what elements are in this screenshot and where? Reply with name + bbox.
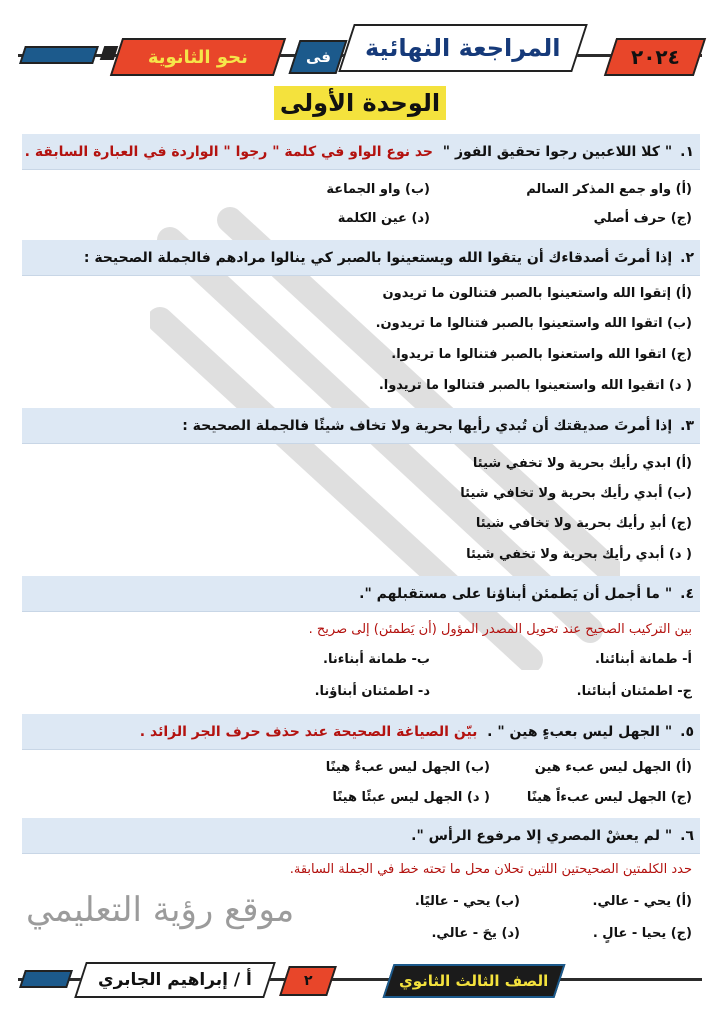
question-quote: " كلا اللاعبين رجوا تحقيق الفوز " bbox=[442, 143, 673, 160]
header-subject: نحو الثانوية bbox=[147, 46, 249, 68]
option: (ب) اتقوا الله واستعينوا بالصبر فتنالوا ما تريدون. bbox=[375, 316, 692, 331]
header-title-box bbox=[338, 24, 588, 72]
option: ( د) اتقيوا الله واستعينوا بالصبر فتنالوا ما تريدوا. bbox=[378, 378, 692, 393]
unit-title: الوحدة الأولى bbox=[274, 86, 446, 120]
option: (ب) الجهل ليس عبءٌ هينًا bbox=[325, 760, 490, 775]
question-number: ٢. bbox=[680, 249, 694, 266]
header-decoration bbox=[19, 46, 99, 64]
option: أ- طمانة أبنائنا. bbox=[594, 652, 692, 667]
option: (ب) أبدي رأيك بحرية ولا تخافي شيئا bbox=[460, 486, 692, 501]
question-quote: " الجهل ليس بعبءٍ هين " . bbox=[487, 723, 673, 740]
option: (ج) اتقوا الله واستعنوا بالصبر فتنالوا ما تريدوا. bbox=[391, 347, 692, 362]
option: ب- طمانة أبناءنا. bbox=[323, 652, 430, 667]
option: (أ) ابدي رأيك بحرية ولا تخفي شيئا bbox=[472, 456, 692, 471]
option: (أ) واو جمع المذكر السالم bbox=[526, 182, 692, 197]
page-number: ٢ bbox=[303, 973, 313, 989]
question-number: ١. bbox=[680, 143, 694, 160]
header-year-badge bbox=[604, 38, 706, 76]
question-text: إذا أمرتَ صديقتك أن تُبدي رأيها بحرية ولا تخاف شيئًا فالجملة الصحيحة : bbox=[182, 417, 673, 434]
option: (ج) أبدِ رأيك بحرية ولا تخافي شيئا bbox=[475, 516, 692, 531]
question-text: إذا أمرتَ أصدقاءك أن يتقوا الله ويستعينوا بالصبر كي ينالوا مرادهم فالجملة الصحيحة : bbox=[83, 249, 673, 266]
page-header bbox=[0, 14, 720, 68]
header-title: المراجعة النهائية bbox=[365, 34, 561, 62]
footer-page-badge bbox=[279, 966, 337, 996]
question-prompt: بيّن الصياغة الصحيحة عند حذف حرف الجر الزائد . bbox=[139, 723, 478, 740]
footer-class: الصف الثالث الثانوي bbox=[399, 972, 549, 990]
option: (أ) الجهل ليس عبء هين bbox=[534, 760, 692, 775]
option: (أ) إتقوا الله واستعينوا بالصبر فتنالون ما تريدون bbox=[382, 286, 692, 301]
page-footer bbox=[0, 960, 720, 1000]
footer-author-box bbox=[74, 962, 276, 998]
header-year: ٢٠٢٤ bbox=[630, 45, 680, 69]
option: (ج) الجهل ليس عبءاً هينًا bbox=[526, 790, 692, 805]
option: ( د) الجهل ليس عبئًا هينًا bbox=[332, 790, 490, 805]
question-number: ٣. bbox=[680, 417, 694, 434]
footer-author: أ / إبراهيم الجابري bbox=[98, 970, 252, 990]
option: (ج) يحيا - عالٍ . bbox=[592, 926, 692, 941]
option: (د) عين الكلمة bbox=[337, 211, 430, 226]
question-2 bbox=[22, 240, 700, 276]
question-text bbox=[140, 724, 672, 740]
question-1 bbox=[22, 134, 700, 170]
footer-decoration bbox=[19, 970, 73, 988]
option: (ب) واو الجماعة bbox=[326, 182, 430, 197]
question-text bbox=[25, 144, 673, 160]
question-prompt: حد نوع الواو في كلمة " رجوا " الواردة في العبارة السابقة . bbox=[24, 143, 434, 160]
footer-class-badge bbox=[382, 964, 565, 998]
question-number: ٦. bbox=[680, 827, 694, 844]
option: (أ) يحي - عالي. bbox=[592, 894, 692, 909]
question-3 bbox=[22, 408, 700, 444]
question-text: " ما أجمل أن يَطمئن أبناؤنا على مستقبلهم ". bbox=[359, 585, 673, 602]
question-6 bbox=[22, 818, 700, 854]
question-4 bbox=[22, 576, 700, 612]
question-instruction: حدد الكلمتين الصحيحتين اللتين تحلان محل ما تحته خط في الجملة السابقة. bbox=[289, 862, 692, 877]
question-number: ٤. bbox=[680, 585, 694, 602]
site-watermark: موقع رؤية التعليمي bbox=[26, 890, 295, 930]
header-fi: فى bbox=[305, 48, 331, 66]
question-5 bbox=[22, 714, 700, 750]
option: (د) يحَ - عالي. bbox=[431, 926, 520, 941]
option: (ب) يحي - عاليًا. bbox=[414, 894, 520, 909]
question-text: " لم يعشْ المصري إلا مرفوع الرأس ". bbox=[411, 827, 673, 844]
option: (ج) حرف أصلي bbox=[593, 211, 692, 226]
question-instruction: بين التركيب الصحيح عند تحويل المصدر المؤول (أن يَطمئن) إلى صريح . bbox=[308, 622, 692, 637]
option: ج- اطمئنان أبنائنا. bbox=[576, 684, 692, 699]
header-subject-badge bbox=[110, 38, 286, 76]
option: ( د) أبدي رأيك بحرية ولا تخفي شيئا bbox=[466, 547, 692, 562]
question-number: ٥. bbox=[680, 723, 694, 740]
option: د- اطمئنان أبناؤنا. bbox=[314, 684, 430, 699]
